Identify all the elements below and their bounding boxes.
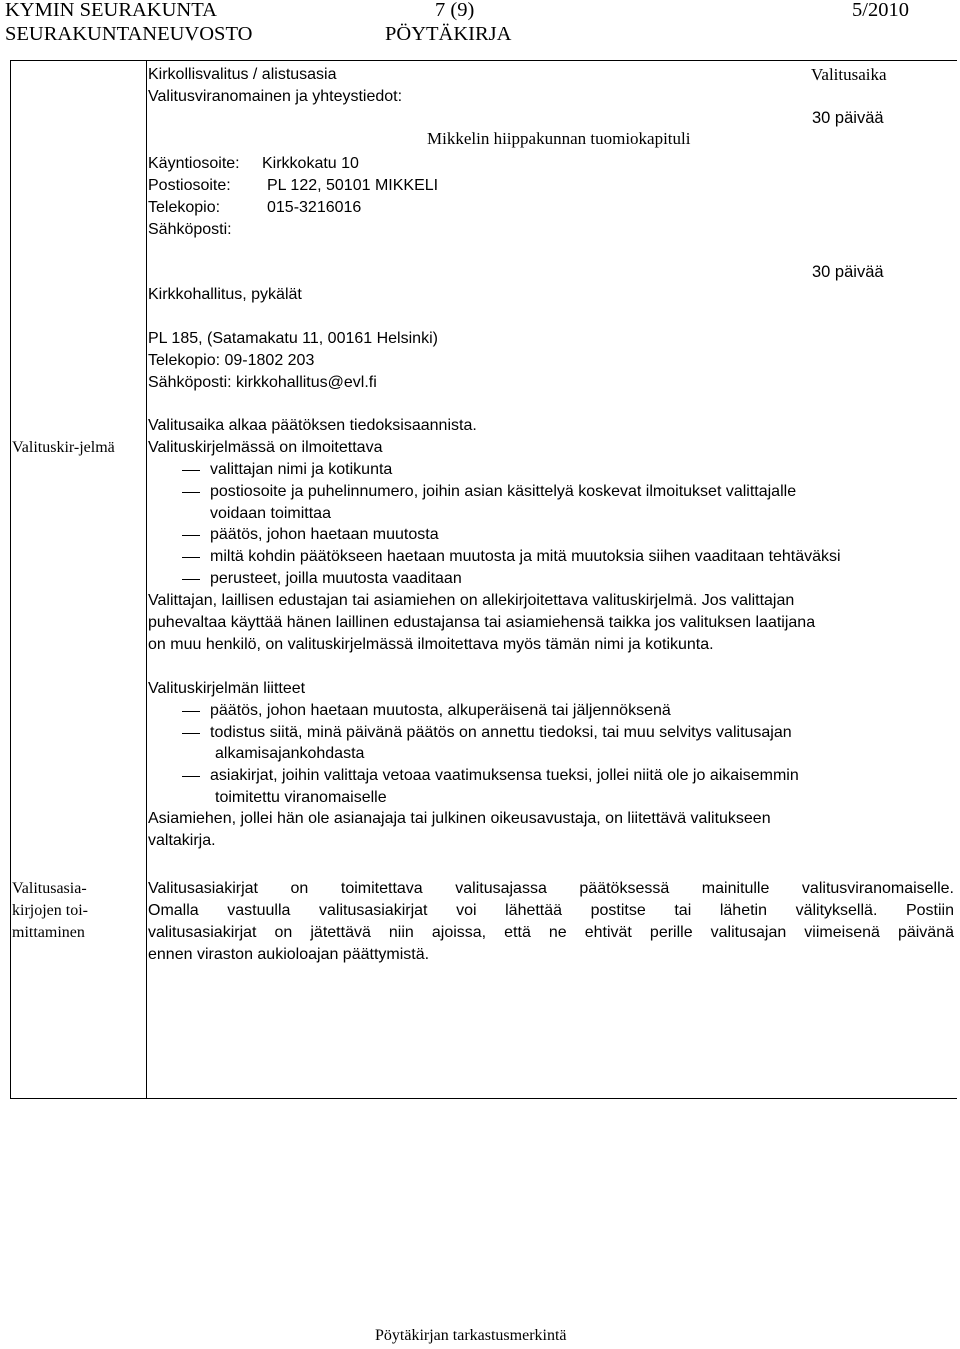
proxy-line: Asiamiehen, jollei hän ole asianajaja tai julkinen oikeusavustaja, on liitettävä valitukseen	[148, 810, 771, 827]
page-number: 7 (9)	[435, 0, 475, 21]
fax-label: Telekopio:	[148, 199, 221, 216]
signing-line: Valittajan, laillisen edustajan tai asiamiehen on allekirjoitettava valituskirjelmä. Jos valittajan	[148, 592, 795, 609]
bullet-dash	[182, 711, 200, 712]
church-board-title: Kirkkohallitus, pykälät	[148, 286, 302, 303]
church-board-fax: Telekopio: 09-1802 203	[148, 352, 315, 369]
delivery-text-line: Valitusasiakirjat on toimitettava valitusajassa päätöksessä mainitulle valitusviranomaiselle.	[148, 880, 954, 897]
appeal-time-1: 30 päivää	[812, 109, 884, 127]
body-name: SEURAKUNTANEUVOSTO	[5, 23, 253, 45]
attachments-title: Valituskirjelmän liitteet	[148, 680, 306, 697]
bullet-dash	[182, 557, 200, 558]
bullet-dash	[182, 579, 200, 580]
attachment-item: päätös, johon haetaan muutosta, alkuperäisenä tai jäljennöksenä	[210, 702, 671, 719]
visit-address-label: Käyntiosoite:	[148, 155, 240, 172]
appeal-time-start: Valitusaika alkaa päätöksen tiedoksisaannista.	[148, 417, 477, 434]
appeal-time-heading: Valitusaika	[811, 65, 887, 84]
fax-value: 015-3216016	[267, 199, 362, 216]
list-item: postiosoite ja puhelinnumero, joihin asian käsittelyä koskevat ilmoitukset valittajalle	[210, 483, 797, 500]
delivery-label-line: Valitusasia-	[12, 880, 87, 897]
delivery-text-line: ennen viraston aukioloajan päättymistä.	[148, 946, 430, 963]
visit-address-value: Kirkkokatu 10	[262, 155, 359, 172]
column-divider	[146, 60, 147, 1098]
email-label: Sähköposti:	[148, 221, 232, 238]
church-board-email: Sähköposti: kirkkohallitus@evl.fi	[148, 374, 377, 391]
church-board-address: PL 185, (Satamakatu 11, 00161 Helsinki)	[148, 330, 438, 347]
appeal-authority-heading: Valitusviranomainen ja yhteystiedot:	[148, 88, 403, 105]
post-address-label: Postiosoite:	[148, 177, 231, 194]
bullet-dash	[182, 733, 200, 734]
document-type: PÖYTÄKIRJA	[385, 23, 512, 45]
delivery-label-line: mittaminen	[12, 924, 85, 941]
list-item: valittajan nimi ja kotikunta	[210, 461, 393, 478]
delivery-text-line: valitusasiakirjat on jätettävä niin ajoissa, että ne ehtivät perille valitusajan viimeisenä päivänä	[148, 924, 954, 941]
appeal-letter-label: Valituskir-jelmä	[12, 439, 115, 456]
bullet-dash	[182, 535, 200, 536]
attachment-item-continuation: alkamisajankohdasta	[215, 745, 365, 762]
org-name: KYMIN SEURAKUNTA	[5, 0, 217, 21]
bullet-dash	[182, 492, 200, 493]
delivery-label-line: kirjojen toi-	[12, 902, 88, 919]
proxy-line: valtakirja.	[148, 832, 216, 849]
list-item: miltä kohdin päätökseen haetaan muutosta ja mitä muutoksia siihen vaaditaan tehtäväksi	[210, 548, 841, 565]
attachment-item-continuation: toimitettu viranomaiselle	[215, 789, 387, 806]
footer-review-mark: Pöytäkirjan tarkastusmerkintä	[375, 1327, 567, 1344]
post-address-value: PL 122, 50101 MIKKELI	[267, 177, 439, 194]
list-item: päätös, johon haetaan muutosta	[210, 526, 439, 543]
bullet-dash	[182, 470, 200, 471]
list-item: perusteet, joilla muutosta vaaditaan	[210, 570, 462, 587]
appeal-type: Kirkollisvalitus / alistusasia	[148, 66, 337, 83]
bullet-dash	[182, 776, 200, 777]
attachment-item: todistus siitä, minä päivänä päätös on annettu tiedoksi, tai muu selvitys valitusajan	[210, 724, 792, 741]
appeal-authority-name: Mikkelin hiippakunnan tuomiokapituli	[427, 129, 691, 148]
signing-line: puhevaltaa käyttää hänen laillinen edustajansa tai asiamiehensä taikka jos valituksen laatijana	[148, 614, 816, 631]
issue-number: 5/2010	[852, 0, 909, 21]
delivery-text-line: Omalla vastuulla valitusasiakirjat voi lähettää postitse tai lähetin välityksellä. Postiin	[148, 902, 954, 919]
signing-line: on muu henkilö, on valituskirjelmässä ilmoitettava myös tämän nimi ja kotikunta.	[148, 636, 714, 653]
appeal-time-2: 30 päivää	[812, 263, 884, 281]
appeal-letter-intro: Valituskirjelmässä on ilmoitettava	[148, 439, 383, 456]
list-item-continuation: voidaan toimittaa	[210, 505, 331, 522]
attachment-item: asiakirjat, joihin valittaja vetoaa vaatimuksensa tueksi, jollei niitä ole jo aikaisemmin	[210, 767, 799, 784]
